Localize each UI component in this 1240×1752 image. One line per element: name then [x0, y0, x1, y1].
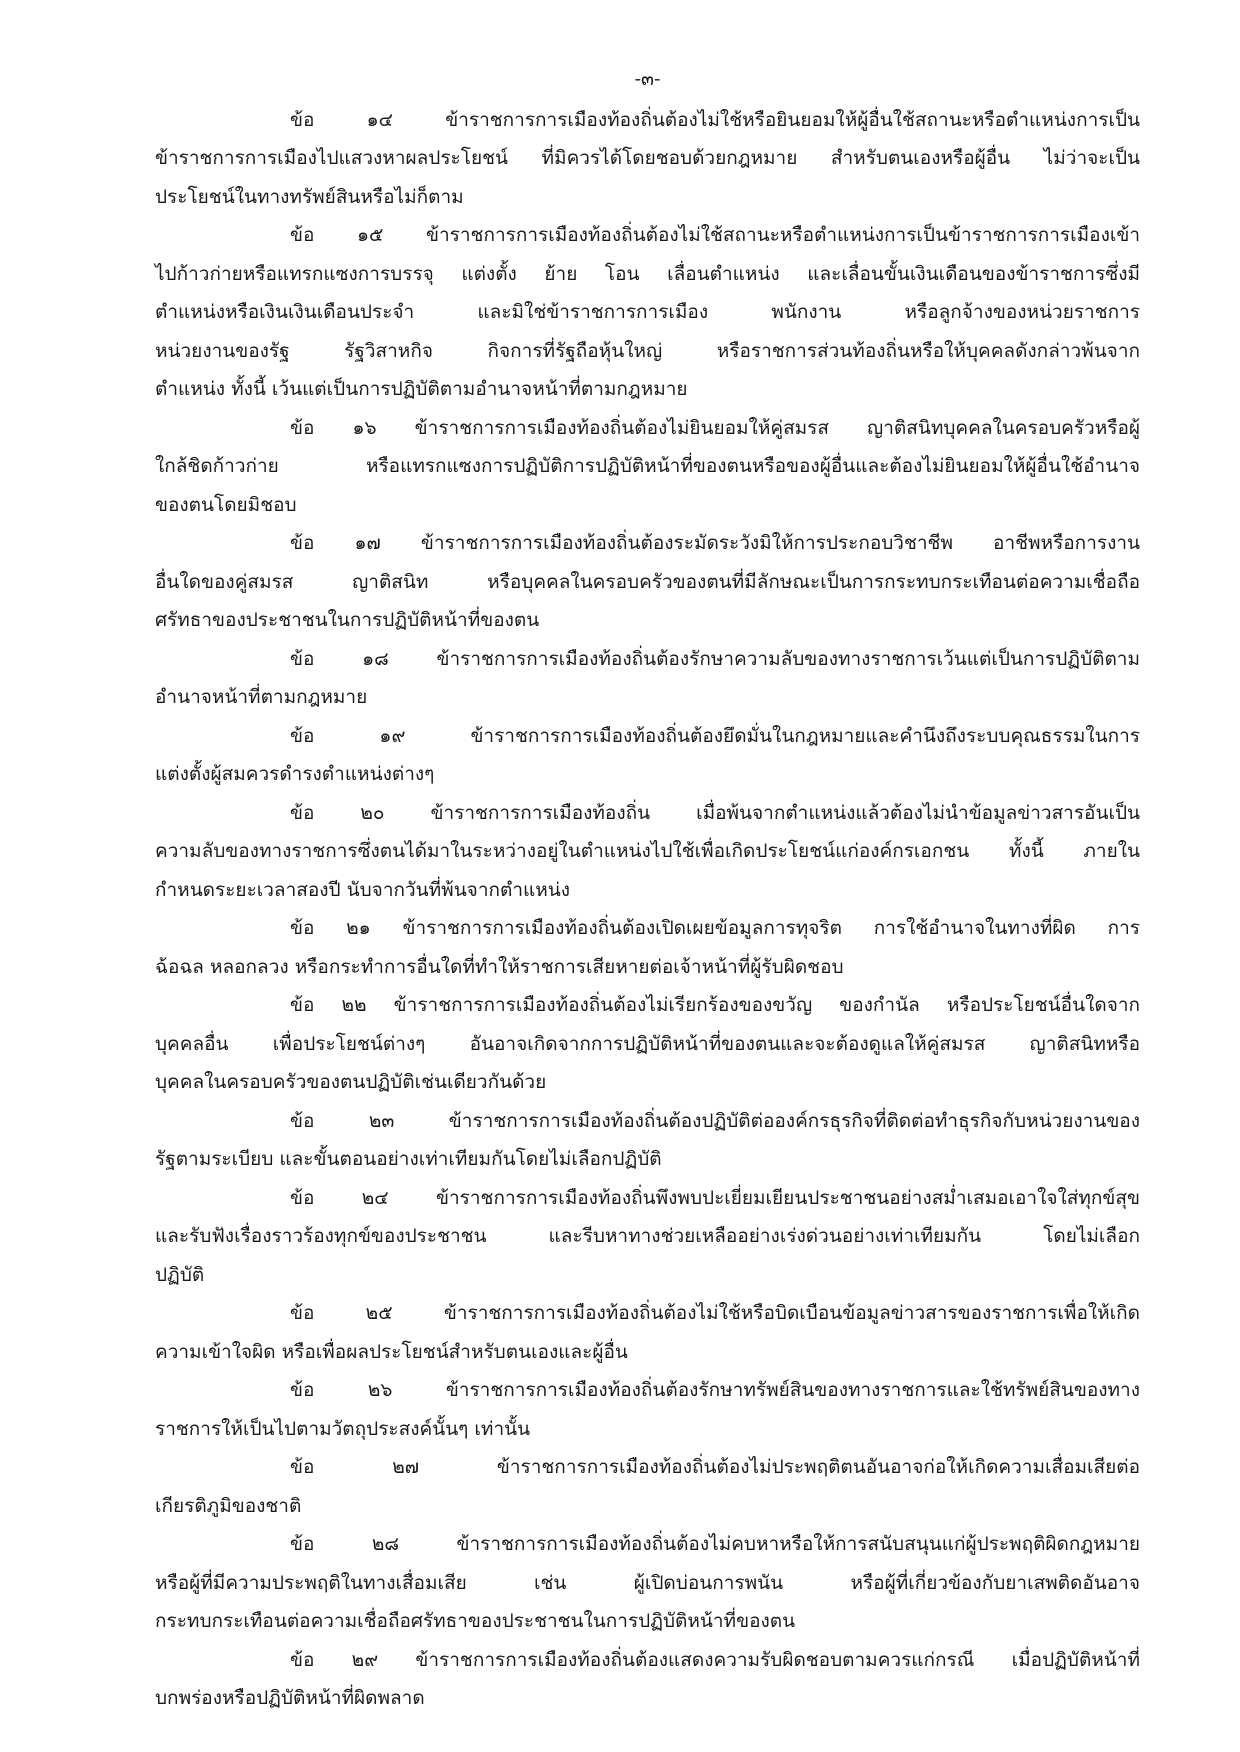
clause-line: ข้อ ๒๓ ข้าราชการการเมืองท้องถิ่นต้องปฏิบัติต่อองค์กรธุรกิจที่ติดต่อทำธุรกิจกับหน่วยงานของ	[290, 1109, 1140, 1132]
clause-line: ศรัทธาของประชาชนในการปฏิบัติหน้าที่ของตน	[155, 609, 540, 631]
clause-paragraph	[155, 216, 1140, 409]
clause-line: ข้อ ๑๔ ข้าราชการการเมืองท้องถิ่นต้องไม่ใช้หรือยินยอมให้ผู้อื่นใช้สถานะหรือตำแหน่งการเป็น	[290, 108, 1140, 131]
clause-line: แต่งตั้งผู้สมควรดำรงตำแหน่งต่างๆ	[155, 763, 435, 785]
clause-line: ข้อ ๒๒ ข้าราชการการเมืองท้องถิ่นต้องไม่เรียกร้องของขวัญ ของกำนัล หรือประโยชน์อื่นใดจาก	[290, 994, 1140, 1016]
clause-line: ข้อ ๑๘ ข้าราชการการเมืองท้องถิ่นต้องรักษาความลับของทางราชการเว้นแต่เป็นการปฏิบัติตาม	[290, 647, 1140, 670]
clause-paragraph	[155, 1371, 1140, 1448]
clause-line: ข้อ ๑๗ ข้าราชการการเมืองท้องถิ่นต้องระมัดระวังมิให้การประกอบวิชาชีพ อาชีพหรือการงาน	[290, 532, 1140, 554]
clause-line: ความเข้าใจผิด หรือเพื่อผลประโยชน์สำหรับตนเองและผู้อื่น	[155, 1340, 628, 1363]
clause-line: ข้อ ๒๔ ข้าราชการการเมืองท้องถิ่นพึงพบปะเยี่ยมเยียนประชาชนอย่างสม่ำเสมอเอาใจใส่ทุกข์สุข	[290, 1186, 1140, 1209]
clause-line: หน่วยงานของรัฐ รัฐวิสาหกิจ กิจการที่รัฐถือหุ้นใหญ่ หรือราชการส่วนท้องถิ่นหรือให้บุคคลดังกล่าวพ้นจาก	[155, 339, 1140, 362]
clause-paragraph	[155, 409, 1140, 525]
clause-line: ตำแหน่งหรือเงินเงินเดือนประจำ และมิใช่ข้าราชการการเมือง พนักงาน หรือลูกจ้างของหน่วยราชการ	[155, 301, 1140, 323]
clause-line: บุคคลอื่น เพื่อประโยชน์ต่างๆ อันอาจเกิดจากการปฏิบัติหน้าที่ของตนและจะต้องดูแลให้คู่สมรส ญาติสนิทหรือ	[155, 1032, 1140, 1055]
clause-line: บุคคลในครอบครัวของตนปฏิบัติเช่นเดียวกันด้วย	[155, 1071, 547, 1093]
clause-line: ข้อ ๒๑ ข้าราชการการเมืองท้องถิ่นต้องเปิดเผยข้อมูลการทุจริต การใช้อำนาจในทางที่ผิด การ	[290, 917, 1140, 939]
clause-line: ข้อ ๒๘ ข้าราชการการเมืองท้องถิ่นต้องไม่คบหาหรือให้การสนับสนุนแก่ผู้ประพฤติผิดกฎหมาย	[290, 1533, 1140, 1555]
clause-line: บกพร่องหรือปฏิบัติหน้าที่ผิดพลาด	[155, 1687, 425, 1709]
clause-paragraph	[155, 794, 1140, 910]
clause-line: เกียรติภูมิของชาติ	[155, 1494, 302, 1517]
clause-line: ข้อ ๑๙ ข้าราชการการเมืองท้องถิ่นต้องยึดมั่นในกฎหมายและคำนึงถึงระบบคุณธรรมในการ	[290, 724, 1140, 747]
clause-line: ราชการให้เป็นไปตามวัตถุประสงค์นั้นๆ เท่านั้น	[155, 1417, 531, 1440]
clause-line: ข้อ ๒๐ ข้าราชการการเมืองท้องถิ่น เมื่อพ้นจากตำแหน่งแล้วต้องไม่นำข้อมูลข่าวสารอันเป็น	[290, 801, 1140, 824]
clause-line: ของตนโดยมิชอบ	[155, 493, 297, 516]
page-number: -๓-	[634, 68, 661, 90]
clause-line: ใกล้ชิดก้าวก่าย หรือแทรกแซงการปฏิบัติการปฏิบัติหน้าที่ของตนหรือของผู้อื่นและต้องไม่ยินยอมให้ผู้อื่นใช้อำนาจ	[155, 455, 1140, 477]
clause-paragraph	[155, 640, 1140, 717]
clause-paragraph	[155, 986, 1140, 1102]
clause-paragraph	[155, 717, 1140, 794]
clause-line: ข้อ ๒๕ ข้าราชการการเมืองท้องถิ่นต้องไม่ใช้หรือบิดเบือนข้อมูลข่าวสารของราชการเพื่อให้เกิด	[290, 1302, 1140, 1324]
clause-paragraph	[155, 1525, 1140, 1641]
clause-line: หรือผู้ที่มีความประพฤติในทางเสื่อมเสีย เช่น ผู้เปิดบ่อนการพนัน หรือผู้ที่เกี่ยวข้องกับยาเสพติดอันอาจ	[155, 1571, 1140, 1594]
clause-line: อำนาจหน้าที่ตามกฎหมาย	[155, 686, 368, 708]
clause-line: ความลับของทางราชการซึ่งตนได้มาในระหว่างอยู่ในตำแหน่งไปใช้เพื่อเกิดประโยชน์แก่องค์กรเอกชน ทั้งนี้ ภายใน	[155, 840, 1140, 862]
clause-paragraph	[155, 1294, 1140, 1371]
clause-line: ข้อ ๒๙ ข้าราชการการเมืองท้องถิ่นต้องแสดงความรับผิดชอบตามควรแก่กรณี เมื่อปฏิบัติหน้าที่	[290, 1648, 1140, 1671]
clause-paragraph	[155, 101, 1140, 217]
clause-paragraph	[155, 1448, 1140, 1525]
clause-line: ตำแหน่ง ทั้งนี้ เว้นแต่เป็นการปฏิบัติตามอำนาจหน้าที่ตามกฎหมาย	[155, 378, 688, 400]
clause-line: กำหนดระยะเวลาสองปี นับจากวันที่พ้นจากตำแหน่ง	[155, 878, 571, 901]
clause-line: ไปก้าวก่ายหรือแทรกแซงการบรรจุ แต่งตั้ง ย้าย โอน เลื่อนตำแหน่ง และเลื่อนขั้นเงินเดือนของข้าราชการซึ่งมี	[155, 262, 1140, 285]
clause-line: ประโยชน์ในทางทรัพย์สินหรือไม่ก็ตาม	[155, 185, 464, 208]
clause-paragraph	[155, 1102, 1140, 1179]
clause-paragraph	[155, 1641, 1140, 1718]
clause-line: กระทบกระเทือนต่อความเชื่อถือศรัทธาของประชาชนในการปฏิบัติหน้าที่ของตน	[155, 1610, 796, 1632]
clause-line: ข้อ ๑๕ ข้าราชการการเมืองท้องถิ่นต้องไม่ใช้สถานะหรือตำแหน่งการเป็นข้าราชการการเมืองเข้า	[290, 224, 1140, 246]
clause-list	[155, 101, 1140, 1718]
clause-line: ข้าราชการการเมืองไปแสวงหาผลประโยชน์ ที่มิควรได้โดยชอบด้วยกฎหมาย สำหรับตนเองหรือผู้อื่น ไม่ว่าจะเป็น	[155, 147, 1140, 169]
clause-line: ข้อ ๒๗ ข้าราชการการเมืองท้องถิ่นต้องไม่ประพฤติตนอันอาจก่อให้เกิดความเสื่อมเสียต่อ	[290, 1456, 1140, 1478]
clause-line: อื่นใดของคู่สมรส ญาติสนิท หรือบุคคลในครอบครัวของตนที่มีลักษณะเป็นการกระทบกระเทือนต่อความเชื่อถือ	[155, 570, 1140, 593]
clause-line: ฉ้อฉล หลอกลวง หรือกระทำการอื่นใดที่ทำให้ราชการเสียหายต่อเจ้าหน้าที่ผู้รับผิดชอบ	[155, 955, 844, 978]
clause-paragraph	[155, 1179, 1140, 1295]
clause-line: ข้อ ๑๖ ข้าราชการการเมืองท้องถิ่นต้องไม่ยินยอมให้คู่สมรส ญาติสนิทบุคคลในครอบครัวหรือผู้	[290, 416, 1140, 439]
clause-line: และรับฟังเรื่องราวร้องทุกข์ของประชาชน และรีบหาทางช่วยเหลืออย่างเร่งด่วนอย่างเท่าเทียมกัน โดยไม่เลือก	[155, 1225, 1140, 1247]
clause-line: ข้อ ๒๖ ข้าราชการการเมืองท้องถิ่นต้องรักษาทรัพย์สินของทางราชการและใช้ทรัพย์สินของทาง	[290, 1379, 1140, 1401]
clause-paragraph	[155, 524, 1140, 640]
clause-line: ปฏิบัติ	[155, 1263, 205, 1286]
clause-line: รัฐตามระเบียบ และขั้นตอนอย่างเท่าเทียมกันโดยไม่เลือกปฏิบัติ	[155, 1148, 662, 1170]
clause-paragraph	[155, 909, 1140, 986]
